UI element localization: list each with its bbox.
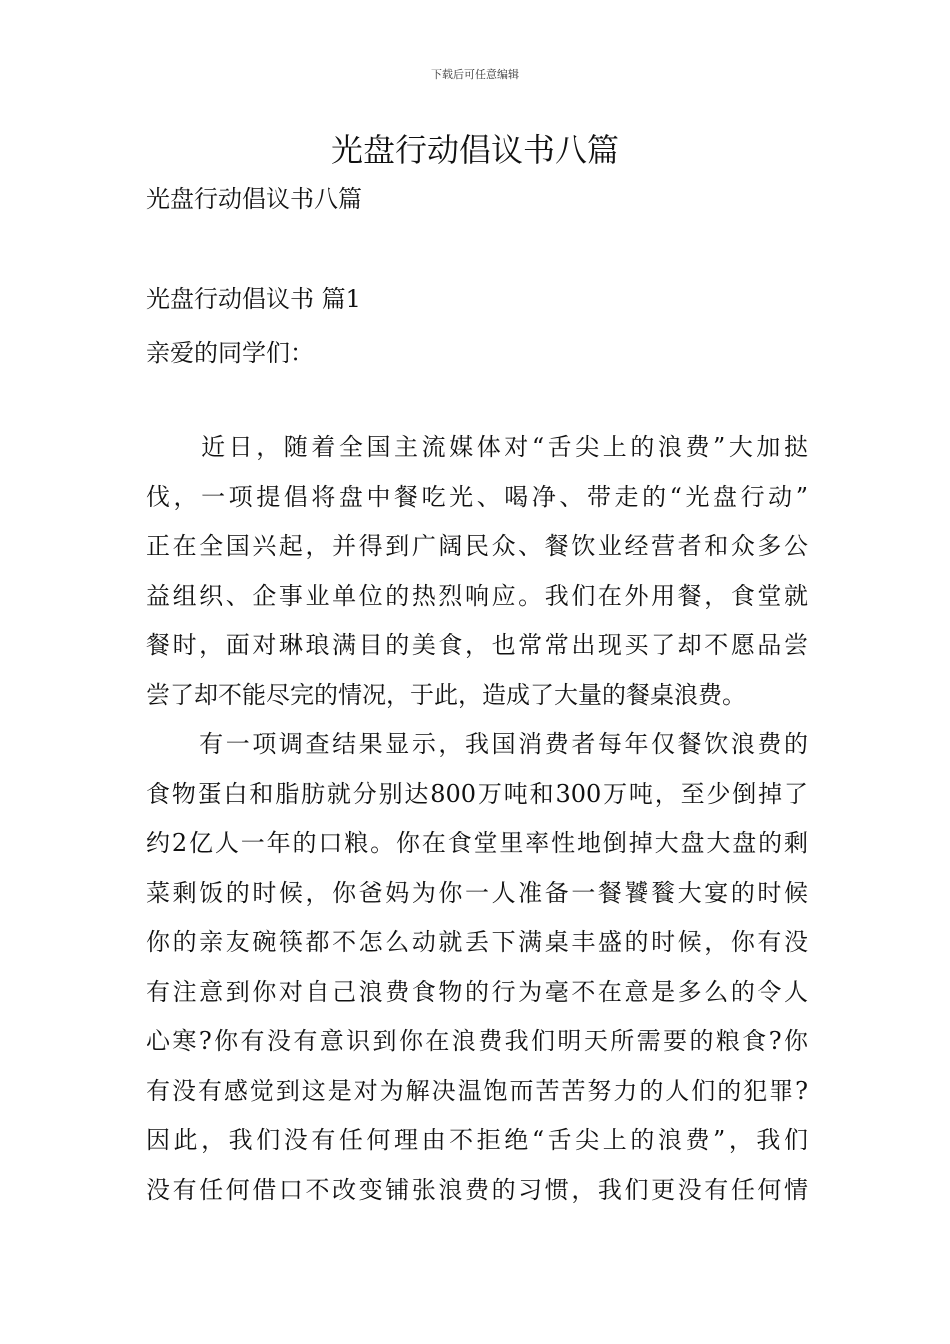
section-heading: 光盘行动倡议书 篇1 xyxy=(146,285,361,313)
text-line: 食物蛋白和脂肪就分别达800万吨和300万吨，至少倒掉了 xyxy=(146,779,808,808)
text-line: 尝了却不能尽完的情况，于此，造成了大量的餐桌浪费。 xyxy=(146,680,746,709)
text-line: 因此，我们没有任何理由不拒绝“舌尖上的浪费”，我们 xyxy=(146,1126,808,1154)
text-line: 有一项调查结果显示，我国消费者每年仅餐饮浪费的 xyxy=(146,730,808,758)
text-line: 约2亿人一年的口粮。你在食堂里率性地倒掉大盘大盘的剩 xyxy=(146,829,808,857)
text-line: 餐时，面对琳琅满目的美食，也常常出现买了却不愿品尝 xyxy=(146,631,808,659)
text-line: 有注意到你对自己浪费食物的行为毫不在意是多么的令人 xyxy=(146,977,808,1006)
text-line: 伐，一项提倡将盘中餐吃光、喝净、带走的“光盘行动” xyxy=(146,482,808,511)
document-title: 光盘行动倡议书八篇 xyxy=(330,131,619,169)
text-line: 菜剩饭的时候，你爸妈为你一人准备一餐饕餮大宴的时候 xyxy=(146,878,808,907)
header-note: 下载后可任意编辑 xyxy=(431,68,519,81)
text-line: 心寒?你有没有意识到你在浪费我们明天所需要的粮食?你 xyxy=(146,1027,808,1055)
text-line: 正在全国兴起，并得到广阔民众、餐饮业经营者和众多公 xyxy=(146,532,808,560)
text-line: 近日，随着全国主流媒体对“舌尖上的浪费”大加挞 xyxy=(146,433,808,461)
document-subtitle: 光盘行动倡议书八篇 xyxy=(146,185,362,213)
text-line: 你的亲友碗筷都不怎么动就丢下满桌丰盛的时候，你有没 xyxy=(146,928,808,956)
paragraph-2 xyxy=(146,727,808,1222)
text-line: 没有任何借口不改变铺张浪费的习惯，我们更没有任何情 xyxy=(146,1175,808,1204)
salutation: 亲爱的同学们： xyxy=(146,339,314,367)
text-line: 益组织、企事业单位的热烈响应。我们在外用餐，食堂就 xyxy=(146,581,808,610)
text-line: 有没有感觉到这是对为解决温饱而苦苦努力的人们的犯罪? xyxy=(146,1076,808,1105)
paragraph-1 xyxy=(146,430,808,727)
body-text xyxy=(146,430,808,1222)
